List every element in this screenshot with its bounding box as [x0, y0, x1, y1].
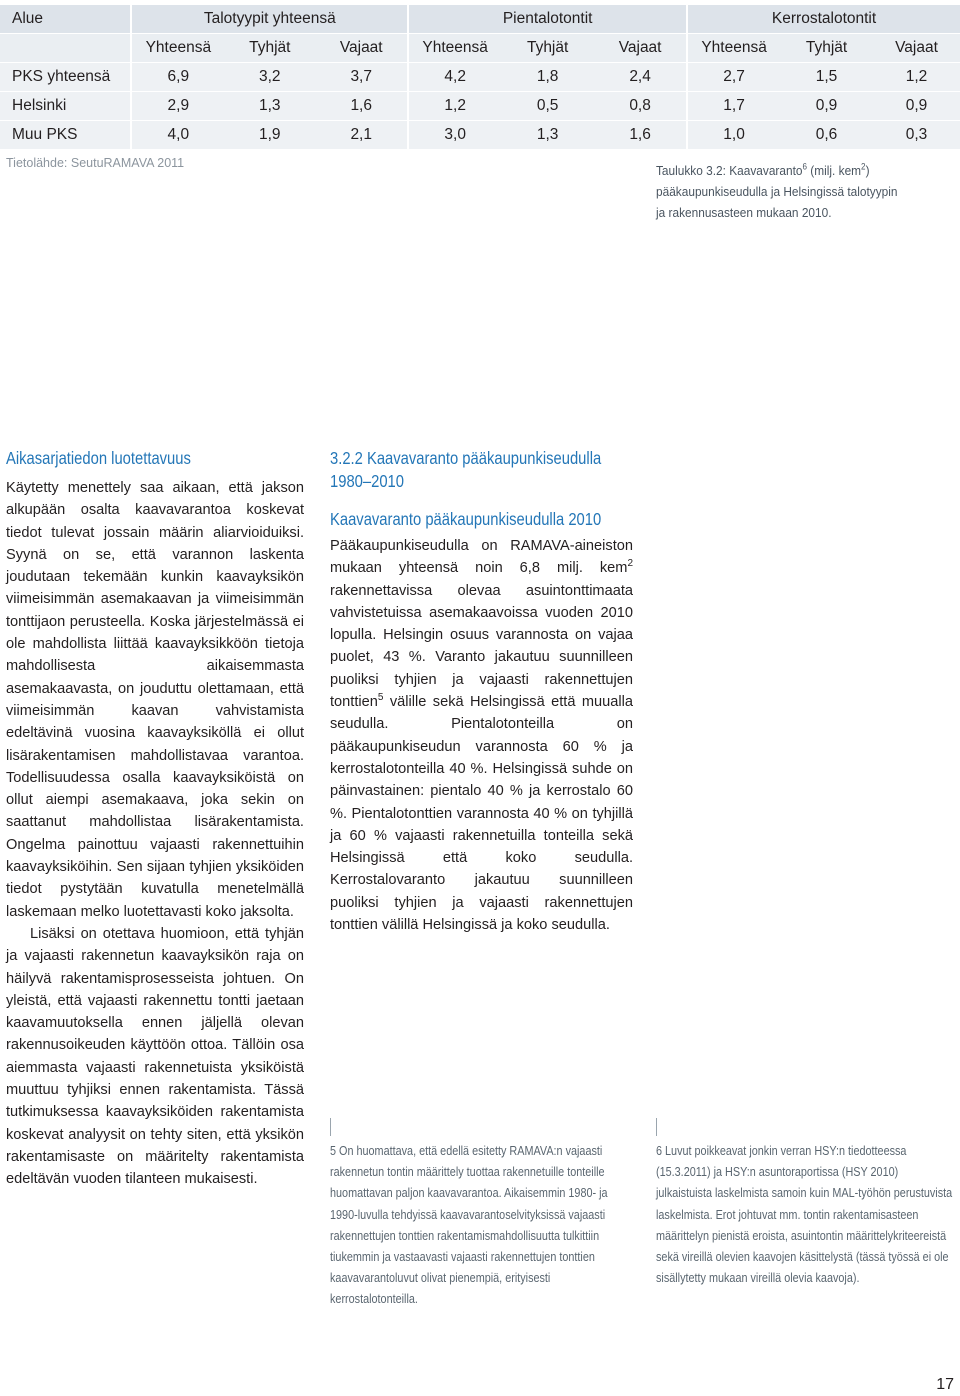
table-cell: 6,9: [131, 63, 224, 92]
footnote-rule: [656, 1118, 657, 1136]
footnote-6: 6 Luvut poikkeavat jonkin verran HSY:n tiedotteessa (15.3.2011) ja HSY:n asuntoraportissa (HSY 2010) julkaistuista laskelmista samoin kuin MAL-työhön perustuvista laskelmista. Erot johtuvat mm. tontin rakentamisasteen määrittelyn pienistä eroista, asuintontin määrittelykriteereistä sekä vireillä olevien kaavojen käsittelystä (tässä työssä ei ole sisällytetty mukaan vireillä olevia kaavoja).: [656, 1144, 953, 1286]
table-cell: 1,6: [594, 121, 687, 150]
sub-header: Vajaat: [873, 34, 960, 63]
footnote-5: 5 On huomattava, että edellä esitetty RAMAVA:n vajaasti rakennetun tontin määrittely tuottaa rakennetuille tonteille huomattavan paljon kaavavarantoa. Aikaisemmin 1980- ja 1990-luvulla tehdyissä kaavavarantoselvityksissä vajaasti rakennettujen tonttien rakentamismahdollisuutta tulkittiin tiukemmin ja vastaavasti vajaasti rakennettujen tonttien kaavavarantoluvut olivat pienempiä, erityisesti kerrostalotonteilla.: [330, 1144, 608, 1307]
caption-line-3: ja rakennusasteen mukaan 2010.: [656, 205, 832, 220]
table-cell: 2,1: [315, 121, 408, 150]
sub-header: Tyhjät: [501, 34, 594, 63]
row-area: PKS yhteensä: [0, 63, 131, 92]
sub-header: Vajaat: [315, 34, 408, 63]
table-cell: 1,9: [224, 121, 315, 150]
sub-header: Tyhjät: [780, 34, 873, 63]
table-row: [0, 63, 960, 92]
row-area: Muu PKS: [0, 121, 131, 150]
page-number: 17: [936, 1376, 954, 1393]
header-area: Alue: [0, 5, 131, 34]
table-group-header-row: [0, 5, 960, 34]
row-area: Helsinki: [0, 92, 131, 121]
table-cell: 1,6: [315, 92, 408, 121]
subsection-heading: Kaavavaranto pääkaupunkiseudulla 2010: [330, 509, 602, 529]
table-cell: 1,3: [501, 121, 594, 150]
table-cell: 0,8: [594, 92, 687, 121]
sub-header: Yhteensä: [687, 34, 780, 63]
header-apartment: Kerrostalotontit: [687, 5, 960, 34]
left-column: [6, 447, 304, 1191]
middle-column: [330, 447, 633, 936]
table-cell: 1,7: [687, 92, 780, 121]
table-cell: 0,3: [873, 121, 960, 150]
table-cell: 3,2: [224, 63, 315, 92]
table-caption: [656, 160, 958, 223]
section-heading: 3.2.2 Kaavavaranto pääkaupunkiseudulla 1980–2010: [330, 448, 602, 491]
caption-line-2: pääkaupunkiseudulla ja Helsingissä talotyypin: [656, 184, 898, 199]
table-cell: 1,3: [224, 92, 315, 121]
table-sub-header-row: [0, 34, 960, 63]
table-source: Tietolähde: SeutuRAMAVA 2011: [6, 156, 185, 170]
header-area-empty: [0, 34, 131, 63]
table-cell: 3,7: [315, 63, 408, 92]
header-detached: Pientalotontit: [408, 5, 687, 34]
table-cell: 0,5: [501, 92, 594, 121]
table-cell: 0,6: [780, 121, 873, 150]
table-cell: 1,2: [873, 63, 960, 92]
sub-header: Yhteensä: [408, 34, 501, 63]
sub-header: Yhteensä: [131, 34, 224, 63]
table-cell: 2,4: [594, 63, 687, 92]
body-paragraph: Käytetty menettely saa aikaan, että jakson alkupään osalta kaavavarantoa koskevat tiedot tulevat jossain määrin aliarvioiduiksi. Syynä on se, että varannon laskenta joudutaan tekemään kunkin kaavayksikön viimeisimmän asemakaavan ja viimeisimmän tonttijaon perusteella. Koska järjestelmässä ei ole mahdollista liittää kaavayksikköön tietoja mahdollisesta aikaisemmasta asemakaavasta, on jouduttu olettamaan, että viimeisimmän kaavan vahvistamista edeltävinä vuosina kaavayksiköllä ei ollut lisärakentamisen mahdollistavaa varantoa. Todellisuudessa osalla kaavayksiköistä on ollut aiempi asemakaava, joka sekin on saattanut mahdollistaa lisärakentamista. Ongelma painottuu vajaasti rakennettuihin kaavayksiköihin. Sen sijaan tyhjien yksiköiden tiedot pystytään kuvatulla menetelmällä laskemaan melko luotettavasti koko jaksolta. Lisäksi on otettava huomioon, että tyhjän ja vajaasti rakennetun kaavayksikön raja on häilyvä rakentamisprosesseista johtuen. On yleistä, että vajaasti rakennettu tontti jaetaan kaavamuutoksella ennen jäljellä olevan rakennusoikeuden käyttöön ottoa. Tällöin osa aiemmasta vajaasti rakennetuista yksiköistä muuttuu tyhjiksi ennen rakentamista. Tässä tutkimuksessa kaavayksiköiden rakentamista koskevat analyysit on tehty siten, että yksikön rakentamisaste on määritelty rakentamista edeltävän vuoden tilanteen mukaisesti.: [6, 480, 304, 1188]
header-total-types: Talotyypit yhteensä: [131, 5, 408, 34]
sub-header: Vajaat: [594, 34, 687, 63]
table-cell: 1,8: [501, 63, 594, 92]
table-cell: 4,0: [131, 121, 224, 150]
table-row: [0, 121, 960, 150]
sub-header: Tyhjät: [224, 34, 315, 63]
table-cell: 2,9: [131, 92, 224, 121]
footnote-rule: [330, 1118, 331, 1136]
table-cell: 2,7: [687, 63, 780, 92]
table-cell: 1,5: [780, 63, 873, 92]
table-cell: 0,9: [873, 92, 960, 121]
section-heading: Aikasarjatiedon luotettavuus: [6, 448, 191, 468]
table-cell: 1,2: [408, 92, 501, 121]
table-row: [0, 92, 960, 121]
caption-line-1: Taulukko 3.2: Kaavavaranto$^6$ (milj. kem$^2$): [656, 161, 870, 178]
body-paragraph: Pääkaupunkiseudulla on RAMAVA-aineiston mukaan yhteensä noin 6,8 milj. kem$^2$ rakennettavissa olevaa asuintonttimaata vahvistetuissa asemakaavoissa vuoden 2010 lopulla. Helsingin osuus varannosta on vajaa puolet, 43 %. Varanto jakautuu suunnilleen puoliksi tyhjien ja vajaasti rakennettujen tonttien$^5$ välille sekä Helsingissä että muualla seudulla. Pientalotonteilla on pääkaupunkiseudun varannosta 60 % ja kerrostalotonteilla 40 %. Helsingissä suhde on päinvastainen: pientalo 40 % ja kerrostalo 60 %. Pientalotonttien varannosta 40 % on tyhjillä ja 60 % vajaasti rakennetuilla tonteilla sekä Helsingissä että koko seudulla. Kerrostalovaranto jakautuu suunnilleen puoliksi tyhjien ja vajaasti rakennettujen tonttien välillä Helsingissä ja koko seudulla.: [330, 538, 633, 934]
table-cell: 1,0: [687, 121, 780, 150]
table-cell: 3,0: [408, 121, 501, 150]
table-cell: 0,9: [780, 92, 873, 121]
table-cell: 4,2: [408, 63, 501, 92]
capacity-table: [0, 5, 960, 149]
